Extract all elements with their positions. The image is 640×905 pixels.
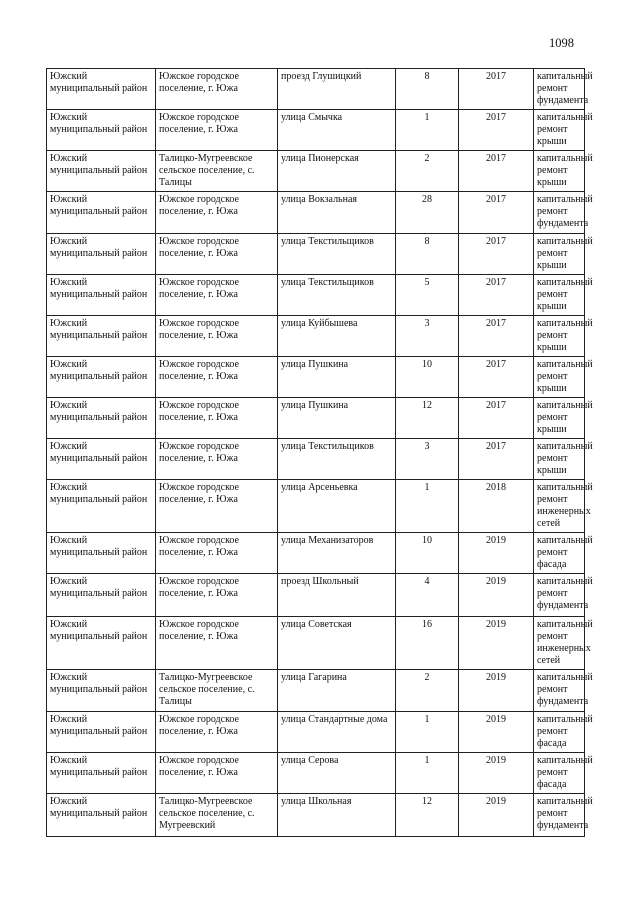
table-row — [47, 617, 585, 670]
page-number: 1098 — [549, 36, 574, 50]
settlement-cell: Южское городское поселение, г. Южа — [156, 533, 278, 574]
district-cell: Южский муниципальный район — [47, 533, 156, 574]
district-cell: Южский муниципальный район — [47, 670, 156, 712]
street-cell: улица Текстильщиков — [278, 439, 396, 480]
work-type-cell: капитальный ремонт крыши — [534, 234, 585, 275]
street-cell: улица Механизаторов — [278, 533, 396, 574]
street-cell: улица Пионерская — [278, 151, 396, 192]
house-number-cell: 1 — [396, 712, 459, 753]
house-number-cell: 1 — [396, 753, 459, 794]
house-number-cell: 1 — [396, 480, 459, 533]
street-cell: улица Стандартные дома — [278, 712, 396, 753]
house-number-cell: 3 — [396, 439, 459, 480]
work-type-cell: капитальный ремонт фасада — [534, 712, 585, 753]
table-row — [47, 110, 585, 151]
settlement-cell: Южское городское поселение, г. Южа — [156, 480, 278, 533]
street-cell: улица Серова — [278, 753, 396, 794]
year-cell: 2017 — [459, 357, 534, 398]
settlement-cell: Южское городское поселение, г. Южа — [156, 398, 278, 439]
settlement-cell: Южское городское поселение, г. Южа — [156, 69, 278, 110]
year-cell: 2017 — [459, 398, 534, 439]
district-cell: Южский муниципальный район — [47, 151, 156, 192]
work-type-cell: капитальный ремонт крыши — [534, 398, 585, 439]
street-cell: улица Смычка — [278, 110, 396, 151]
year-cell: 2018 — [459, 480, 534, 533]
year-cell: 2019 — [459, 712, 534, 753]
district-cell: Южский муниципальный район — [47, 617, 156, 670]
house-number-cell: 5 — [396, 275, 459, 316]
work-type-cell: капитальный ремонт фундамента — [534, 69, 585, 110]
work-type-cell: капитальный ремонт фундамента — [534, 192, 585, 234]
table-row — [47, 753, 585, 794]
work-type-cell: капитальный ремонт фасада — [534, 533, 585, 574]
house-number-cell: 12 — [396, 794, 459, 837]
table-row — [47, 275, 585, 316]
work-type-cell: капитальный ремонт крыши — [534, 110, 585, 151]
district-cell: Южский муниципальный район — [47, 794, 156, 837]
year-cell: 2017 — [459, 192, 534, 234]
table-row — [47, 670, 585, 712]
year-cell: 2017 — [459, 110, 534, 151]
street-cell: улица Советская — [278, 617, 396, 670]
house-number-cell: 16 — [396, 617, 459, 670]
settlement-cell: Южское городское поселение, г. Южа — [156, 110, 278, 151]
district-cell: Южский муниципальный район — [47, 110, 156, 151]
table-body — [47, 69, 593, 837]
table-row — [47, 794, 585, 837]
house-number-cell: 2 — [396, 670, 459, 712]
house-number-cell: 10 — [396, 357, 459, 398]
year-cell: 2017 — [459, 151, 534, 192]
settlement-cell: Южское городское поселение, г. Южа — [156, 439, 278, 480]
work-type-cell: капитальный ремонт инженерных сетей — [534, 480, 585, 533]
house-number-cell: 12 — [396, 398, 459, 439]
work-type-cell: капитальный ремонт крыши — [534, 439, 585, 480]
house-number-cell: 2 — [396, 151, 459, 192]
district-cell: Южский муниципальный район — [47, 574, 156, 617]
work-type-cell: капитальный ремонт крыши — [534, 316, 585, 357]
settlement-cell: Южское городское поселение, г. Южа — [156, 617, 278, 670]
year-cell: 2019 — [459, 794, 534, 837]
settlement-cell: Южское городское поселение, г. Южа — [156, 574, 278, 617]
table-row — [47, 316, 585, 357]
district-cell: Южский муниципальный район — [47, 480, 156, 533]
settlement-cell: Южское городское поселение, г. Южа — [156, 712, 278, 753]
year-cell: 2019 — [459, 533, 534, 574]
district-cell: Южский муниципальный район — [47, 753, 156, 794]
house-number-cell: 10 — [396, 533, 459, 574]
table-row — [47, 712, 585, 753]
year-cell: 2019 — [459, 753, 534, 794]
district-cell: Южский муниципальный район — [47, 69, 156, 110]
street-cell: проезд Школьный — [278, 574, 396, 617]
settlement-cell: Южское городское поселение, г. Южа — [156, 275, 278, 316]
street-cell: улица Гагарина — [278, 670, 396, 712]
settlement-cell: Южское городское поселение, г. Южа — [156, 316, 278, 357]
street-cell: улица Школьная — [278, 794, 396, 837]
district-cell: Южский муниципальный район — [47, 316, 156, 357]
year-cell: 2017 — [459, 275, 534, 316]
table-row — [47, 234, 585, 275]
work-type-cell: капитальный ремонт крыши — [534, 151, 585, 192]
year-cell: 2017 — [459, 234, 534, 275]
year-cell: 2017 — [459, 439, 534, 480]
street-cell: улица Арсеньевка — [278, 480, 396, 533]
district-cell: Южский муниципальный район — [47, 192, 156, 234]
work-type-cell: капитальный ремонт крыши — [534, 275, 585, 316]
district-cell: Южский муниципальный район — [47, 439, 156, 480]
house-number-cell: 3 — [396, 316, 459, 357]
settlement-cell: Южское городское поселение, г. Южа — [156, 192, 278, 234]
settlement-cell: Талицко-Мугреевское сельское поселение, с. Мугреевский — [156, 794, 278, 837]
street-cell: улица Текстильщиков — [278, 275, 396, 316]
house-number-cell: 4 — [396, 574, 459, 617]
work-type-cell: капитальный ремонт инженерных сетей — [534, 617, 585, 670]
district-cell: Южский муниципальный район — [47, 275, 156, 316]
district-cell: Южский муниципальный район — [47, 398, 156, 439]
year-cell: 2017 — [459, 69, 534, 110]
year-cell: 2019 — [459, 617, 534, 670]
repair-registry-table — [46, 68, 593, 837]
house-number-cell: 8 — [396, 234, 459, 275]
table-row — [47, 398, 585, 439]
work-type-cell: капитальный ремонт фундамента — [534, 574, 585, 617]
year-cell: 2019 — [459, 670, 534, 712]
street-cell: улица Вокзальная — [278, 192, 396, 234]
settlement-cell: Талицко-Мугреевское сельское поселение, с. Талицы — [156, 151, 278, 192]
street-cell: улица Куйбышева — [278, 316, 396, 357]
table-row — [47, 151, 585, 192]
settlement-cell: Южское городское поселение, г. Южа — [156, 357, 278, 398]
house-number-cell: 28 — [396, 192, 459, 234]
work-type-cell: капитальный ремонт фундамента — [534, 794, 585, 837]
house-number-cell: 1 — [396, 110, 459, 151]
district-cell: Южский муниципальный район — [47, 712, 156, 753]
district-cell: Южский муниципальный район — [47, 357, 156, 398]
table-row — [47, 574, 585, 617]
table-row — [47, 533, 585, 574]
work-type-cell: капитальный ремонт фасада — [534, 753, 585, 794]
year-cell: 2019 — [459, 574, 534, 617]
street-cell: улица Пушкина — [278, 357, 396, 398]
settlement-cell: Южское городское поселение, г. Южа — [156, 234, 278, 275]
table-row — [47, 439, 585, 480]
settlement-cell: Южское городское поселение, г. Южа — [156, 753, 278, 794]
street-cell: улица Текстильщиков — [278, 234, 396, 275]
year-cell: 2017 — [459, 316, 534, 357]
district-cell: Южский муниципальный район — [47, 234, 156, 275]
settlement-cell: Талицко-Мугреевское сельское поселение, с. Талицы — [156, 670, 278, 712]
work-type-cell: капитальный ремонт крыши — [534, 357, 585, 398]
table-row — [47, 192, 585, 234]
work-type-cell: капитальный ремонт фундамента — [534, 670, 585, 712]
house-number-cell: 8 — [396, 69, 459, 110]
table-row — [47, 357, 585, 398]
table-row — [47, 480, 585, 533]
street-cell: улица Пушкина — [278, 398, 396, 439]
table-row — [47, 69, 585, 110]
street-cell: проезд Глушицкий — [278, 69, 396, 110]
